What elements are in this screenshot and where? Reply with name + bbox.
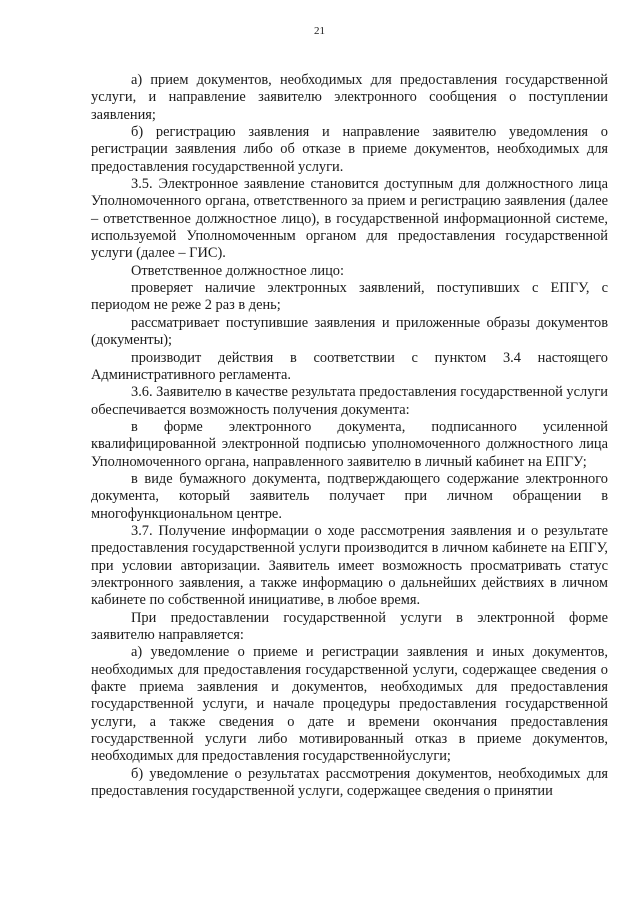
paragraph: в форме электронного документа, подписанного усиленной квалифицированной электронной подписью уполномоченного должностного лица Уполномоченного органа, направленного заявителю в личный кабинет на ЕПГУ;	[91, 418, 608, 470]
paragraph: рассматривает поступившие заявления и приложенные образы документов (документы);	[91, 314, 608, 349]
paragraph: проверяет наличие электронных заявлений, поступивших с ЕПГУ, с периодом не реже 2 раз в день;	[91, 280, 608, 314]
paragraph: б) регистрацию заявления и направление заявителю уведомления о регистрации заявления либо об отказе в приеме документов, необходимых для предоставления государственной услуги.	[91, 124, 608, 175]
paragraph: 3.6. Заявителю в качестве результата предоставления государственной услуги обеспечивается возможность получения документа:	[91, 384, 608, 418]
paragraph: а) прием документов, необходимых для предоставления государственной услуги, и направление заявителю электронного сообщения о поступлении заявления;	[91, 72, 608, 123]
paragraph: а) уведомление о приеме и регистрации заявления и иных документов, необходимых для предоставления государственной услуги, содержащее сведения о факте приема заявления и документов, необходимых для предоставления государственной услуги, и начале процедуры предоставления государственной услуги, а также сведения о дате и времени окончания предоставления государственной услуги либо мотивированный отказ в приеме документов, необходимых для предоставления государственнойуслуги;	[91, 644, 608, 765]
document-body	[91, 72, 608, 800]
paragraph: При предоставлении государственной услуги в электронной форме заявителю направляется:	[91, 609, 608, 643]
page-number: 21	[314, 25, 325, 37]
paragraph: б) уведомление о результатах рассмотрения документов, необходимых для предоставления государственной услуги, содержащее сведения о принятии	[91, 765, 608, 800]
paragraph: Ответственное должностное лицо:	[131, 262, 344, 279]
paragraph: 3.5. Электронное заявление становится доступным для должностного лица Уполномоченного органа, ответственного за прием и регистрацию заявления (далее – ответственное должностное лицо), в государственной информационной системе, используемой Уполномоченным органом для предоставления государственной услуги (далее – ГИС).	[91, 176, 608, 262]
paragraph: производит действия в соответствии с пунктом 3.4 настоящего Административного регламента.	[91, 349, 608, 383]
paragraph: 3.7. Получение информации о ходе рассмотрения заявления и о результате предоставления государственной услуги производится в личном кабинете на ЕПГУ, при условии авторизации. Заявитель имеет возможность просматривать статус электронного заявления, а также информацию о дальнейших действиях в личном кабинете по собственной инициативе, в любое время.	[91, 522, 608, 609]
paragraph: в виде бумажного документа, подтверждающего содержание электронного документа, который заявитель получает при личном обращении в многофункциональном центре.	[91, 470, 608, 522]
